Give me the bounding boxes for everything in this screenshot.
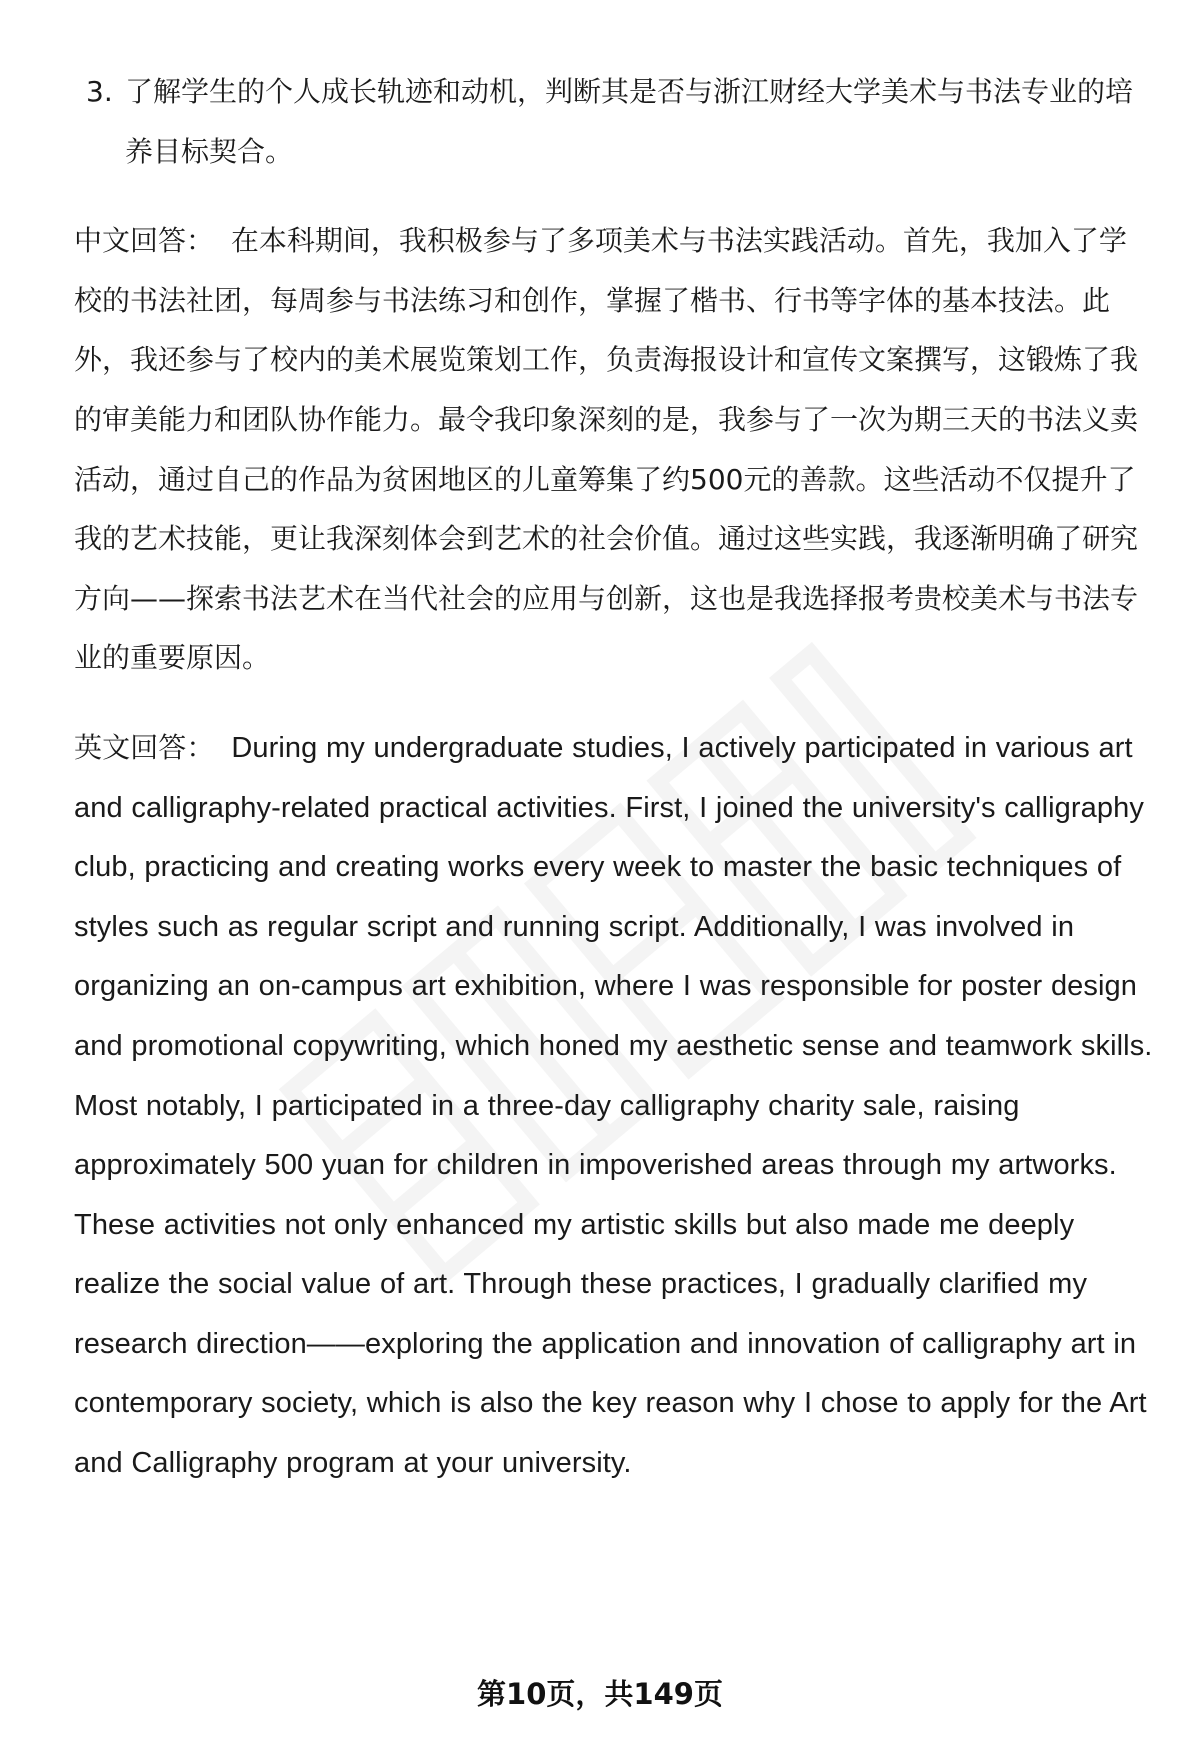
question-number: 3. (86, 75, 113, 108)
question-item (74, 62, 1154, 181)
question-text: 了解学生的个人成长轨迹和动机，判断其是否与浙江财经大学美术与书法专业的培养目标契合。 (125, 75, 1134, 168)
english-answer-label: 英文回答： (74, 730, 215, 764)
english-answer-text: During my undergraduate studies, I actively participated in various art and calligraphy-related practical activities. First, I joined the university's calligraphy club, practicing and creating works every week to master the basic techniques of styles such as regular script and running script. Additionally, I was involved in organizing an on-campus art exhibition, where I was responsible for poster design and promotional copywriting, which honed my aesthetic sense and teamwork skills. Most notably, I participated in a three-day calligraphy charity sale, raising approximately 500 yuan for children in impoverished areas through my artworks. These activities not only enhanced my artistic skills but also made me deeply realize the social value of art. Through these practices, I gradually clarified my research direction——exploring the application and innovation of calligraphy art in contemporary society, which is also the key reason why I chose to apply for the Art and Calligraphy program at your university. (74, 731, 1153, 1480)
page-number: 第10页，共149页 (477, 1677, 723, 1711)
chinese-answer (74, 211, 1154, 688)
chinese-answer-text: 在本科期间，我积极参与了多项美术与书法实践活动。首先，我加入了学校的书法社团，每周参与书法练习和创作，掌握了楷书、行书等字体的基本技法。此外，我还参与了校内的美术展览策划工作，负责海报设计和宣传文案撰写，这锻炼了我的审美能力和团队协作能力。最令我印象深刻的是，我参与了一次为期三天的书法义卖活动，通过自己的作品为贫困地区的儿童筹集了约500元的善款。这些活动不仅提升了我的艺术技能，更让我深刻体会到艺术的社会价值。通过这些实践，我逐渐明确了研究方向——探索书法艺术在当代社会的应用与创新，这也是我选择报考贵校美术与书法专业的重要原因。 (74, 224, 1139, 675)
document-body (74, 62, 1154, 1524)
chinese-answer-label: 中文回答： (74, 224, 215, 258)
english-answer (74, 718, 1154, 1494)
